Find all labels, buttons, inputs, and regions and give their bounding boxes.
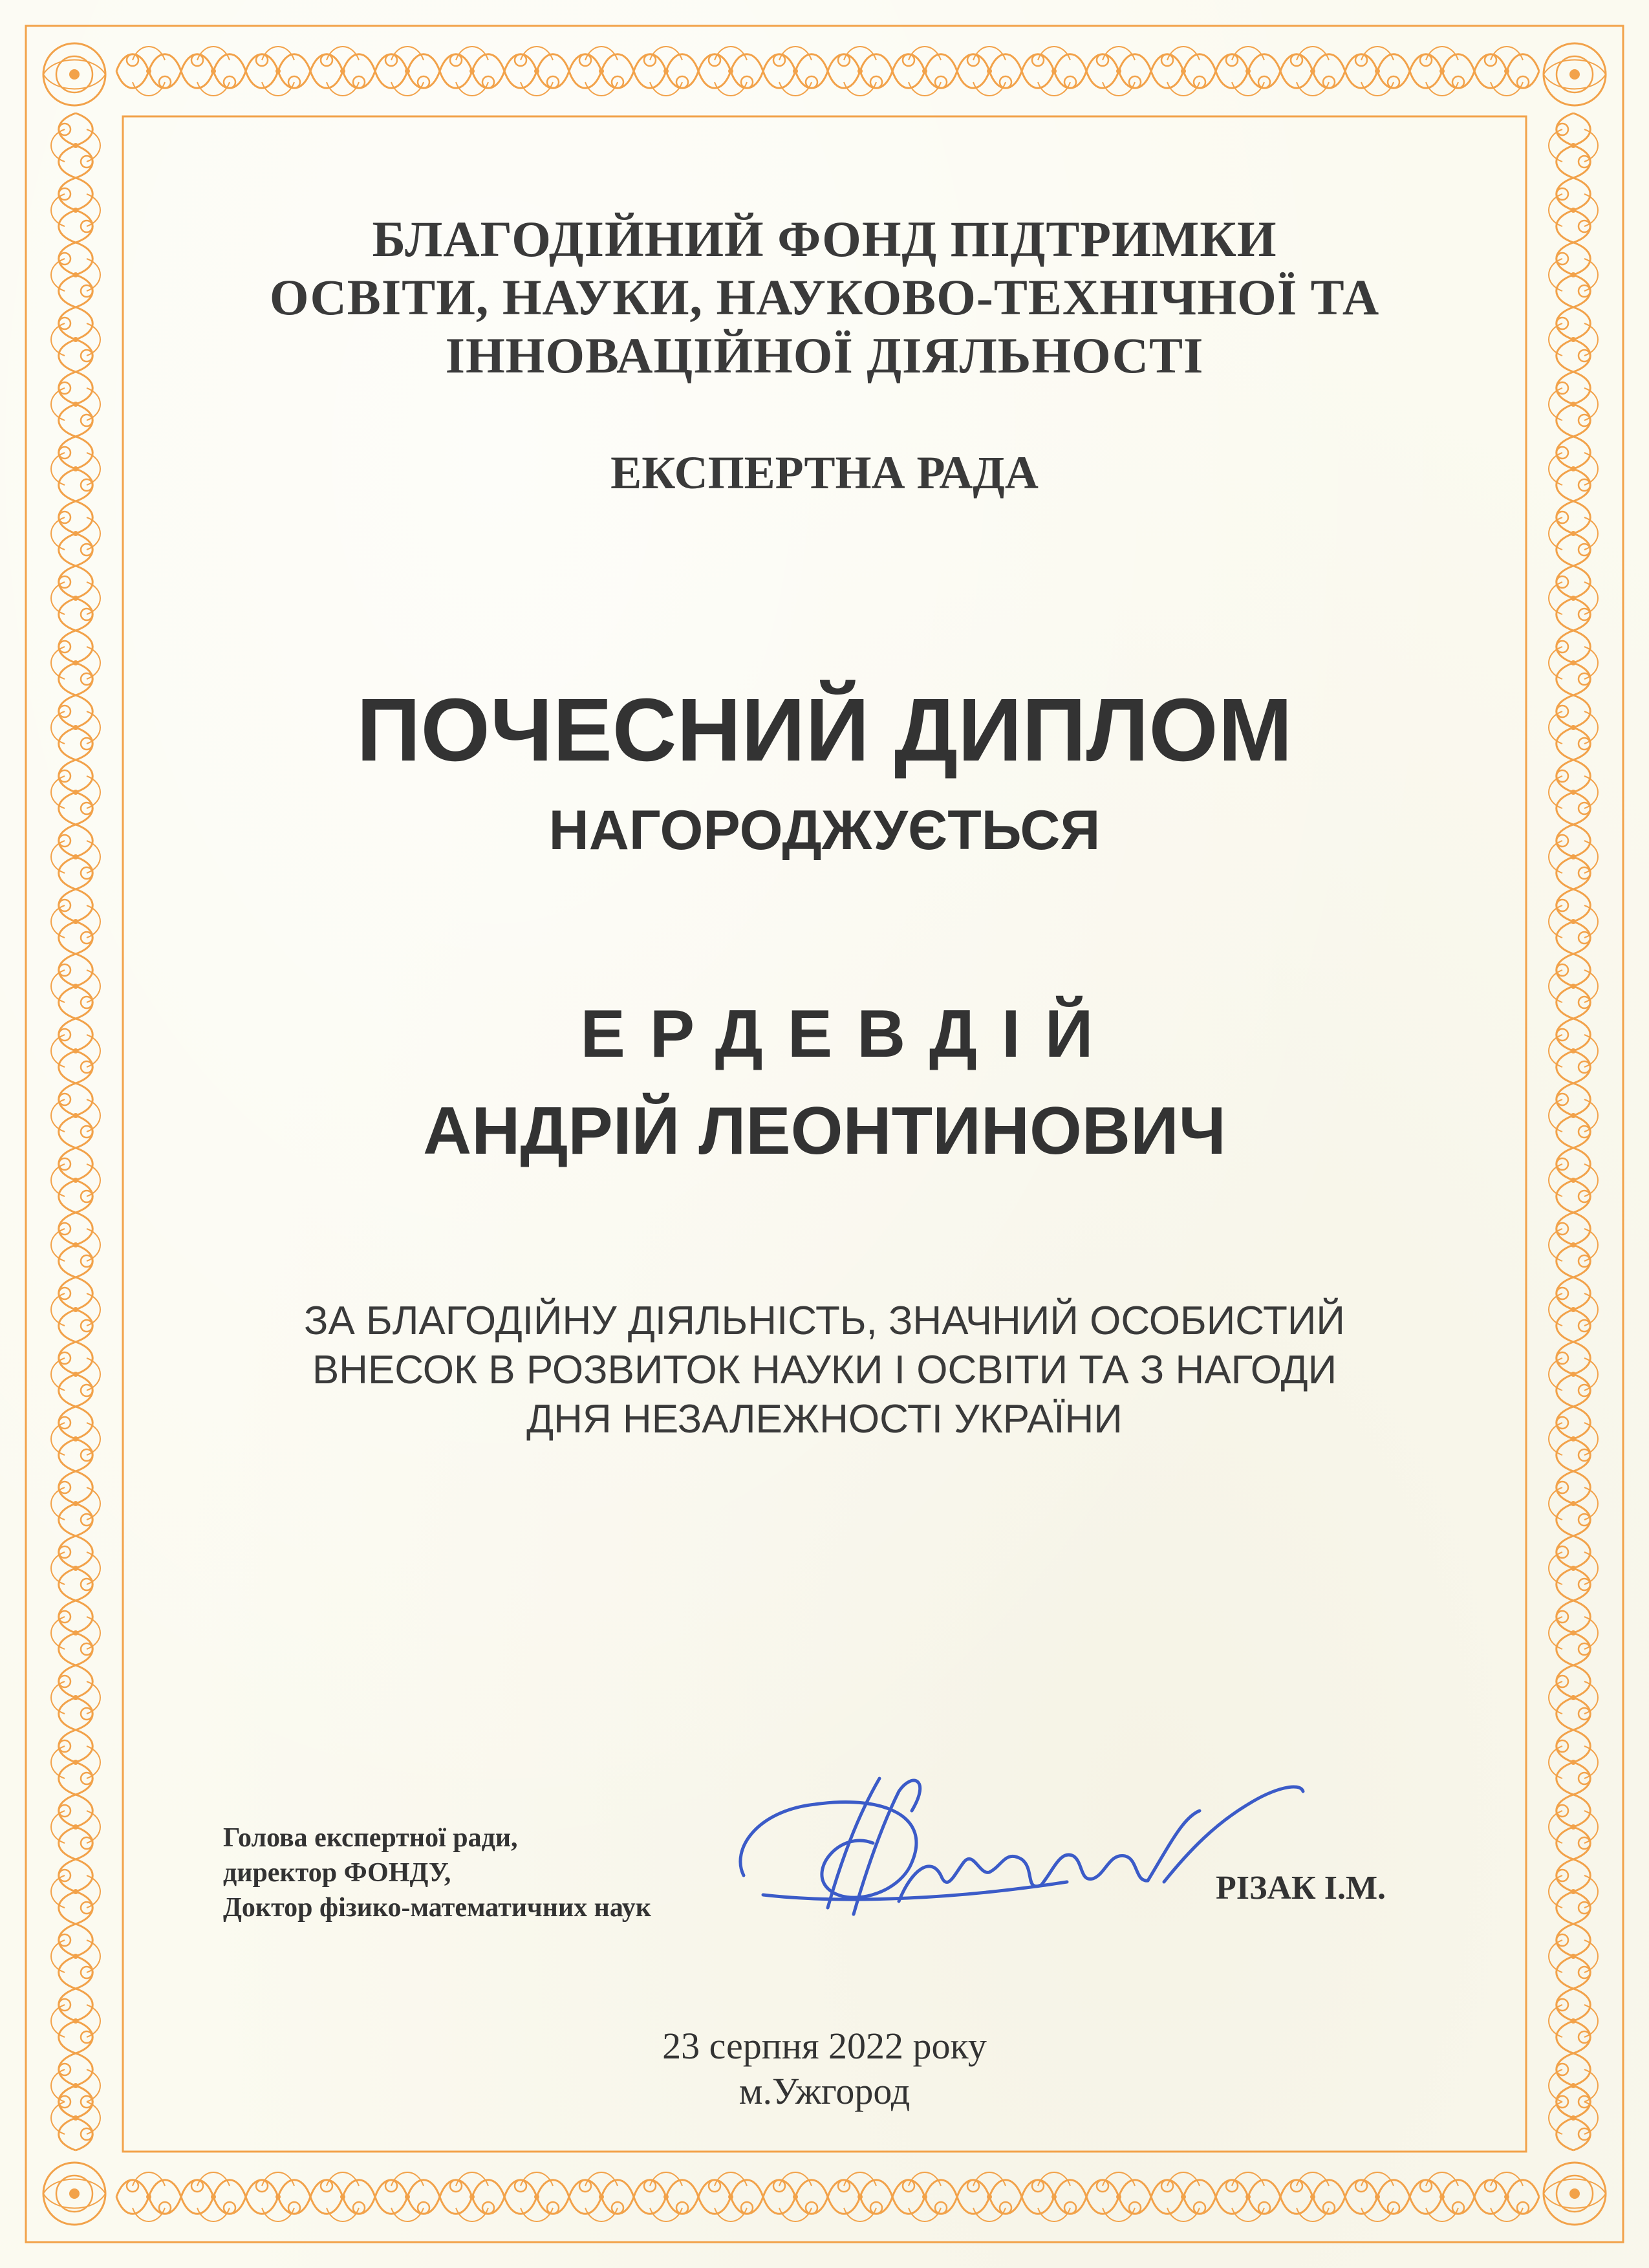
expert-council-label: ЕКСПЕРТНА РАДА: [610, 447, 1039, 499]
signatory-name: РІЗАК І.М.: [1216, 1870, 1386, 1906]
awarded-label: НАГОРОДЖУЄТЬСЯ: [548, 799, 1101, 861]
signatory-title-line-2: директор ФОНДУ,: [223, 1858, 451, 1888]
issue-date: 23 серпня 2022 року: [662, 2025, 987, 2067]
award-reason-line-1: ЗА БЛАГОДІЙНУ ДІЯЛЬНІСТЬ, ЗНАЧНИЙ ОСОБИСТИЙ: [304, 1299, 1345, 1343]
signatory-title: [223, 1820, 651, 1925]
recipient-given-name: АНДРІЙ ЛЕОНТИНОВИЧ: [423, 1094, 1226, 1169]
organization-heading: [0, 210, 1649, 385]
recipient-surname: ЕРДЕВДІЙ: [580, 997, 1118, 1072]
organization-line-1: БЛАГОДІЙНИЙ ФОНД ПІДТРИМКИ: [372, 211, 1277, 267]
signatory-title-line-1: Голова експертної ради,: [223, 1823, 518, 1853]
diploma-title: ПОЧЕСНИЙ ДИПЛОМ: [356, 680, 1293, 780]
signatory-title-line-3: Доктор фізико-математичних наук: [223, 1893, 651, 1923]
award-reason-line-3: ДНЯ НЕЗАЛЕЖНОСТІ УКРАЇНИ: [526, 1397, 1123, 1442]
award-reason: [0, 1297, 1649, 1444]
organization-line-3: ІННОВАЦІЙНОЇ ДІЯЛЬНОСТІ: [445, 327, 1204, 383]
handwritten-signature-icon: [718, 1753, 1313, 1960]
issue-city: м.Ужгород: [738, 2070, 911, 2112]
award-reason-line-2: ВНЕСОК В РОЗВИТОК НАУКИ І ОСВІТИ ТА З НАГОДИ: [312, 1348, 1337, 1392]
organization-line-2: ОСВІТИ, НАУКИ, НАУКОВО-ТЕХНІЧНОЇ ТА: [269, 269, 1380, 325]
